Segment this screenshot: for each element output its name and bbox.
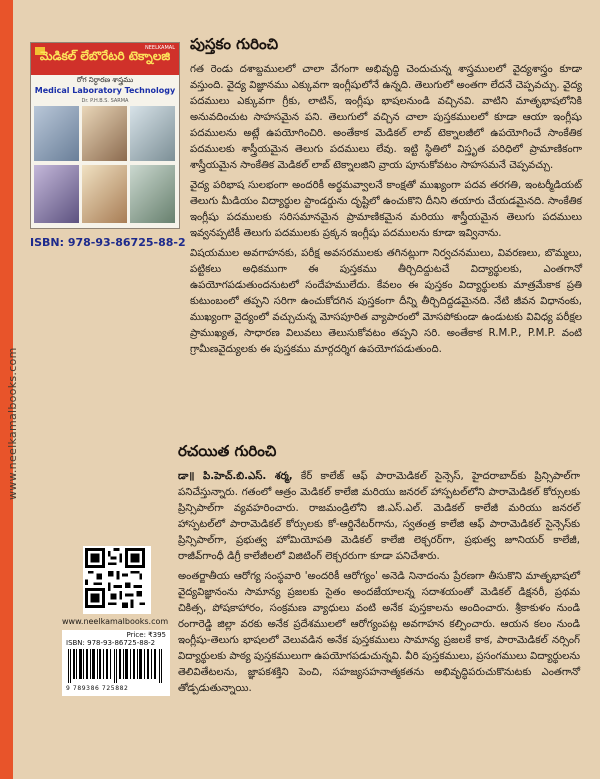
section-heading-about-book: పుస్తకం గురించి [190,35,279,53]
cover-photo-6 [130,165,175,223]
about-book-section [190,35,582,362]
about-book-paragraph: వైద్య పరిభాష సులభంగా అందరికీ అర్థమవ్వాలనే కాంక్షతో ముఖ్యంగా పదవ తరగతి, ఇంటర్మీడియట్ తెలుగు మీడియం విద్యార్థుల స్టాండర్డును దృష్టిలో ఉంచుకొని దీనిని తయారు చేయడమైనది. సాంకేతిక ఇంగ్లీషు పదములకు సరిసమానమైన ప్రామాణికమైన మరియు శాస్త్రీయమైన తెలుగు పదములు ఇవ్వనప్పటికీ తెలుగు పదములకు ప్రక్కన ఇంగ్లీషు పదములను కూడా ఇవ్వినాను. [190,180,582,239]
about-author-paragraph: అంతర్జాతీయ ఆరోగ్య సంస్థవారి 'అందరికీ ఆరోగ్యం' అనెడి నినాదంను ప్రేరణగా తీసుకొని మాతృభాషలో వైద్యవిజ్ఞానంను సామాన్య ప్రజలకు సైతం అందజేయాలన్న సదాశయంతో మెడికల్ డిక్షనరీ, ప్రథమ చికిత్స, పోషకాహారం, సంక్రమణ వ్యాధులు వంటి అనేక పుస్తకాలను అందించారు. శ్రీకాకుళం నుండి రంగారెడ్డి జిల్లా వరకు అనేక ప్రదేశములలో ఆరోగ్యంపట్ల అవగాహన కల్పించారు. ఆయన కలం నుండి ఇంగ్లీషు-తెలుగు భాషలలో వెలువడిన అనేక పుస్తకములు సామాన్య ప్రజలకే కాక, పారామెడికల్ నర్సింగ్ విద్యార్థులకు పాఠ్య పుస్తకములుగా ఉపయోగపడుచున్నవి. వీరి పుస్తకములు, ప్రసంగములు విద్యార్థులను తెలివితేటలను, జ్ఞాపకశక్తిని పెంచి, సహజ్యసహనాత్మకతను అభివృద్ధిపరుచుకొనుటకు ఎంతగానో తోడ్పడుతున్నాయి. [178,571,580,694]
barcode-isbn: ISBN: 978-93-86725-88-2 [66,639,156,647]
barcode-number: 9 789386 725882 [66,685,129,692]
cover-photo-3 [130,106,175,161]
cover-author: Dr. P.H.B.S. SARMA [81,98,129,104]
about-book-paragraph: విషయముల అవగాహనకు, పరీక్ష అవసరములకు తగినట్లుగా నిర్వచనములు, వివరణలు, బొమ్మలు, పట్టికలు అధికముగా ఈ పుస్తకము తీర్చిదిద్దుటచే విద్యార్థులకు, ఎంతగానో ఉపయోగపడుతుందనుటలో సందేహములేదు. కేవలం ఈ పుస్తకం విద్యార్థులకు మాత్రమేకాక ప్రతి కుటుంబంలో తప్పని సరిగా ఉంచుకోదగిన పుస్తకంగా దీన్ని తీర్చిదిద్దడమైనది. నేటి జీవన విధానంకు, ముఖ్యంగా వైద్యంలో వచ్చుచున్న మోసపూరిత వ్యాపారంలో మోసపోకుండా ఉండుటకు వివిధ్య పరీక్షల ప్రాముఖ్యత, సాధారణ విలువలు తెలుసుకోవటం తప్పని సరి. అంతేకాక R.M.P., P.M.P. వంటి గ్రామీణవైద్యులకు ఈ పుస్తకము మార్గదర్శిగ ఉపయోగపడుతుంది. [190,248,582,355]
cover-photo-1 [34,106,79,161]
barcode-icon [68,649,164,683]
price-label: Price: ₹395 [126,631,166,639]
website-vertical: www.neelkamalbooks.com [6,347,19,500]
barcode-block [62,630,170,696]
cover-thumbnail [30,42,180,229]
cover-english-title: Medical Laboratory Technology [34,86,176,95]
cover-subtitle: రోగ నిర్ధారణ శాస్త్రము [76,76,134,84]
website-link[interactable]: www.neelkamalbooks.com [62,617,169,626]
cover-photo-4 [34,165,79,223]
cover-photo-5 [82,165,127,223]
cover-publisher: NEELKAMAL [145,45,175,51]
author-name: డా॥ పి.హెచ్.బి.ఎస్. శర్మ, [178,471,293,482]
author-bio-text: కేర్ కాలేజ్ ఆఫ్ పారామెడికల్ సైన్సెస్, హైదరాబాద్‌కు ప్రిన్సిపాల్‌గా పనిచేస్తున్నారు. గతంలో ఆత్రం మెడికల్ కాలేజి మరియు జనరల్ హాస్పటల్‌లోని పారామెడికల్ కోర్సులకు ప్రిన్సిపాల్‌గా వ్యవహరించారు. రాజమండ్రిలోని జి.ఎస్.ఎల్. మెడికల్ కాలేజీ మరియు జనరల్ హాస్పటల్‌లో పారామెడికల్ కోర్సులకు కో-ఆర్డినేటర్‌గాను, స్వతంత్ర కాలేజి ఆఫ్ పారామెడికల్ సైన్సెస్‌కు ప్రిన్సిపాల్‌గా, ప్రభుత్వ హోమియోపతి మెడికల్ కాలేజి లెక్చరర్‌గా, ప్రభుత్వ జూనియర్ కాలేజీ, రాజీవ్‌గాంధీ డిగ్రీ కాలేజీలలో విజిటింగ్ లెక్చరరుగా కూడా పనిచేశారు. [178,471,581,562]
qr-code-icon [83,546,151,614]
cover-title: మెడికల్ లేబొరేటరి టెక్నాలజి [39,49,171,63]
about-author-paragraph [178,469,580,565]
about-author-section [178,442,580,701]
about-book-paragraph: గత రెండు దశాబ్దములలో చాలా వేగంగా అభివృద్ధి చెందుచున్న శాస్త్రములలో వైద్యశాస్త్రం కూడా వస్తుంది. వైద్య విజ్ఞానము ఎక్కువగా ఇంగ్లీషులోనే ఉన్నది. తెలుగులో అంతగా లేదనే చెప్పవచ్చు. వైద్య పదములు ఎక్కువగా గ్రీకు, లాటిన్, ఇంగ్లీషు భాషలనుండి వచ్చినవి. వాటిని మాతృభాషలోనికి అనువదించుట సాహసమైన పని. తెలుగులో వచ్చిన చాలా పుస్తకములలో కూడా ఆయా ఇంగ్లీషు పదములను అట్లే ఉపయోగించిరి. అంతేకాక మెడికల్ లాబ్ టెక్నాలజీలో ఉపయోగించే సాంకేతిక పదములకు శాస్త్రీయమైన తెలుగు పదములు లేవు. ఇట్టి స్థితిలో విస్తృత పరిధిలో ప్రామాణికంగా శాస్త్రీయమైన సాంకేతిక మెడికల్ లాబ్ టెక్నాలజిని వ్రాయ పూనుకోవటం సాహసమనే చెప్పవచ్చు. [190,64,582,171]
cover-photo-2 [82,106,127,161]
isbn-label: ISBN: 978-93-86725-88-2 [30,236,186,249]
section-heading-about-author: రచయిత గురించి [178,442,277,460]
